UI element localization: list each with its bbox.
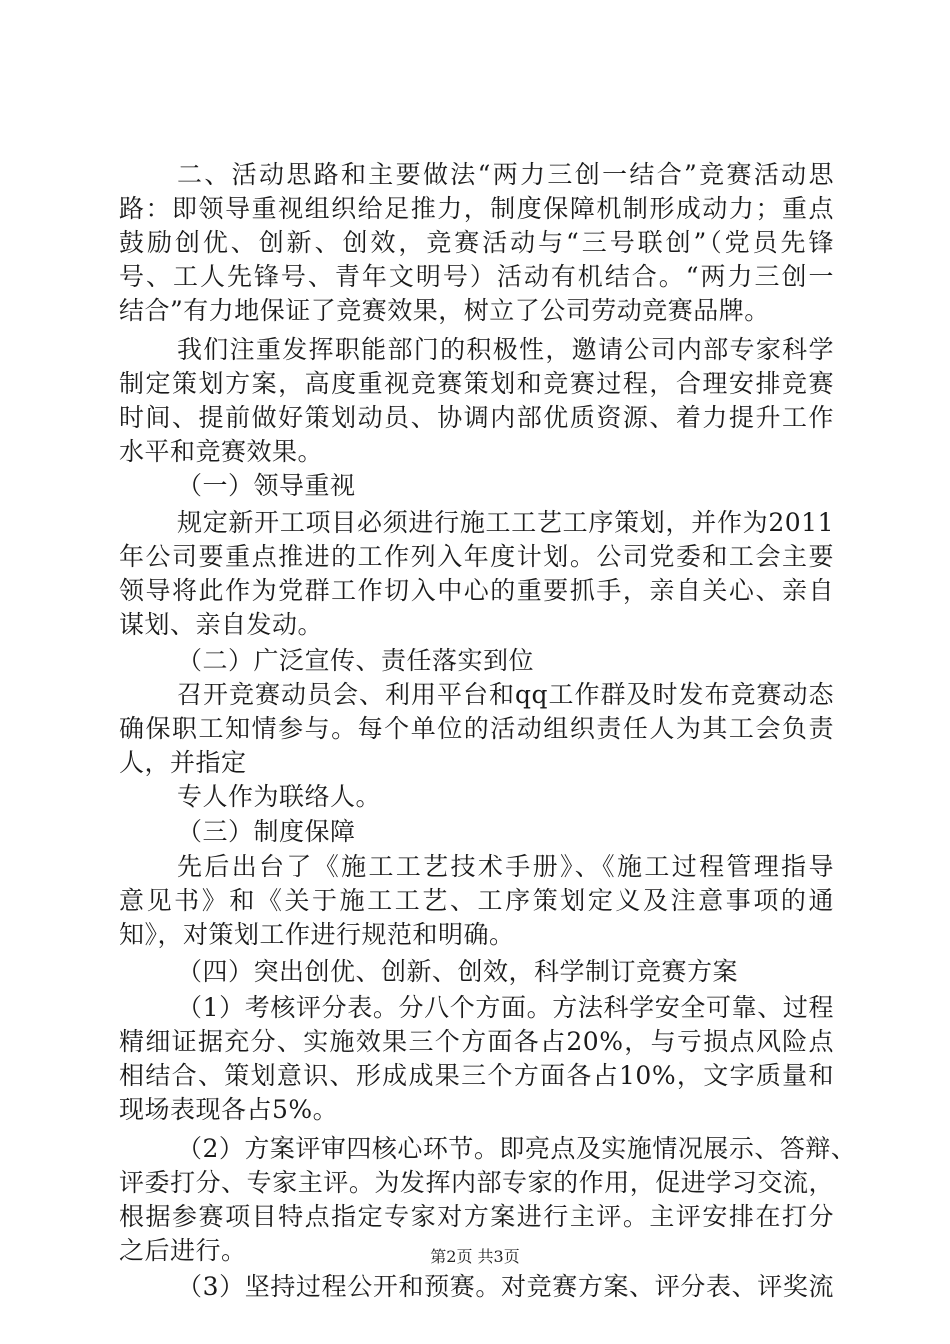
paragraph-line: 谋划、亲自发动。 (119, 610, 324, 639)
paragraph-line: 结合”有力地保证了竞赛效果，树立了公司劳动竞赛品牌。 (119, 296, 770, 325)
paragraph-line: （三）制度保障 (177, 817, 356, 846)
paragraph-line: （一）领导重视 (177, 471, 356, 500)
paragraph-line: 我们注重发挥职能部门的积极性，邀请公司内部专家科学 (177, 335, 834, 364)
paragraph-line: （二）广泛宣传、责任落实到位 (177, 646, 535, 675)
paragraph-line: 先后出台了《施工工艺技术手册》、《施工过程管理指导 (177, 852, 834, 881)
paragraph-line: （3）坚持过程公开和预赛。对竞赛方案、评分表、评奖流 (177, 1272, 834, 1301)
paragraph-line: 专人作为联络人。 (177, 782, 382, 811)
paragraph-line: 规定新开工项目必须进行施工工艺工序策划，并作为2011 (177, 508, 834, 537)
paragraph-line: 精细证据充分、实施效果三个方面各占20%，与亏损点风险点 (119, 1027, 834, 1056)
page-footer: 第2页 共3页 (430, 1247, 520, 1266)
paragraph-line: 二、活动思路和主要做法“两力三创一结合”竞赛活动思 (177, 160, 834, 189)
paragraph-line: （1）考核评分表。分八个方面。方法科学安全可靠、过程 (177, 993, 834, 1022)
paragraph-line: 水平和竞赛效果。 (119, 437, 324, 466)
paragraph-line: 路：即领导重视组织给足推力，制度保障机制形成动力；重点 (119, 194, 834, 223)
paragraph-line: 年公司要重点推进的工作列入年度计划。公司党委和工会主要 (119, 542, 834, 571)
paragraph-line: 制定策划方案，高度重视竞赛策划和竞赛过程，合理安排竞赛 (119, 369, 834, 398)
paragraph-line: 现场表现各占5%。 (119, 1095, 339, 1124)
paragraph-line: （四）突出创优、创新、创效，科学制订竞赛方案 (177, 957, 739, 986)
paragraph-line: 鼓励创优、创新、创效，竞赛活动与“三号联创”（党员先锋 (119, 228, 834, 257)
paragraph-line: 确保职工知情参与。每个单位的活动组织责任人为其工会负责 (119, 714, 834, 743)
paragraph-line: 之后进行。 (119, 1236, 247, 1265)
paragraph-line: 评委打分、专家主评。为发挥内部专家的作用，促进学习交流， (119, 1168, 834, 1197)
paragraph-line: 人，并指定 (119, 748, 247, 777)
paragraph-line: 召开竞赛动员会、利用平台和qq工作群及时发布竞赛动态 (177, 680, 834, 709)
paragraph-line: 意见书》和《关于施工工艺、工序策划定义及注意事项的通 (119, 886, 834, 915)
paragraph-line: 领导将此作为党群工作切入中心的重要抓手，亲自关心、亲自 (119, 576, 834, 605)
paragraph-line: 相结合、策划意识、形成成果三个方面各占10%，文字质量和 (119, 1061, 834, 1090)
paragraph-line: （2）方案评审四核心环节。即亮点及实施情况展示、答辩、 (177, 1134, 857, 1163)
paragraph-line: 号、工人先锋号、青年文明号）活动有机结合。“两力三创一 (119, 262, 834, 291)
paragraph-line: 根据参赛项目特点指定专家对方案进行主评。主评安排在打分 (119, 1202, 834, 1231)
paragraph-line: 时间、提前做好策划动员、协调内部优质资源、着力提升工作 (119, 403, 834, 432)
paragraph-line: 知》，对策划工作进行规范和明确。 (119, 920, 515, 949)
